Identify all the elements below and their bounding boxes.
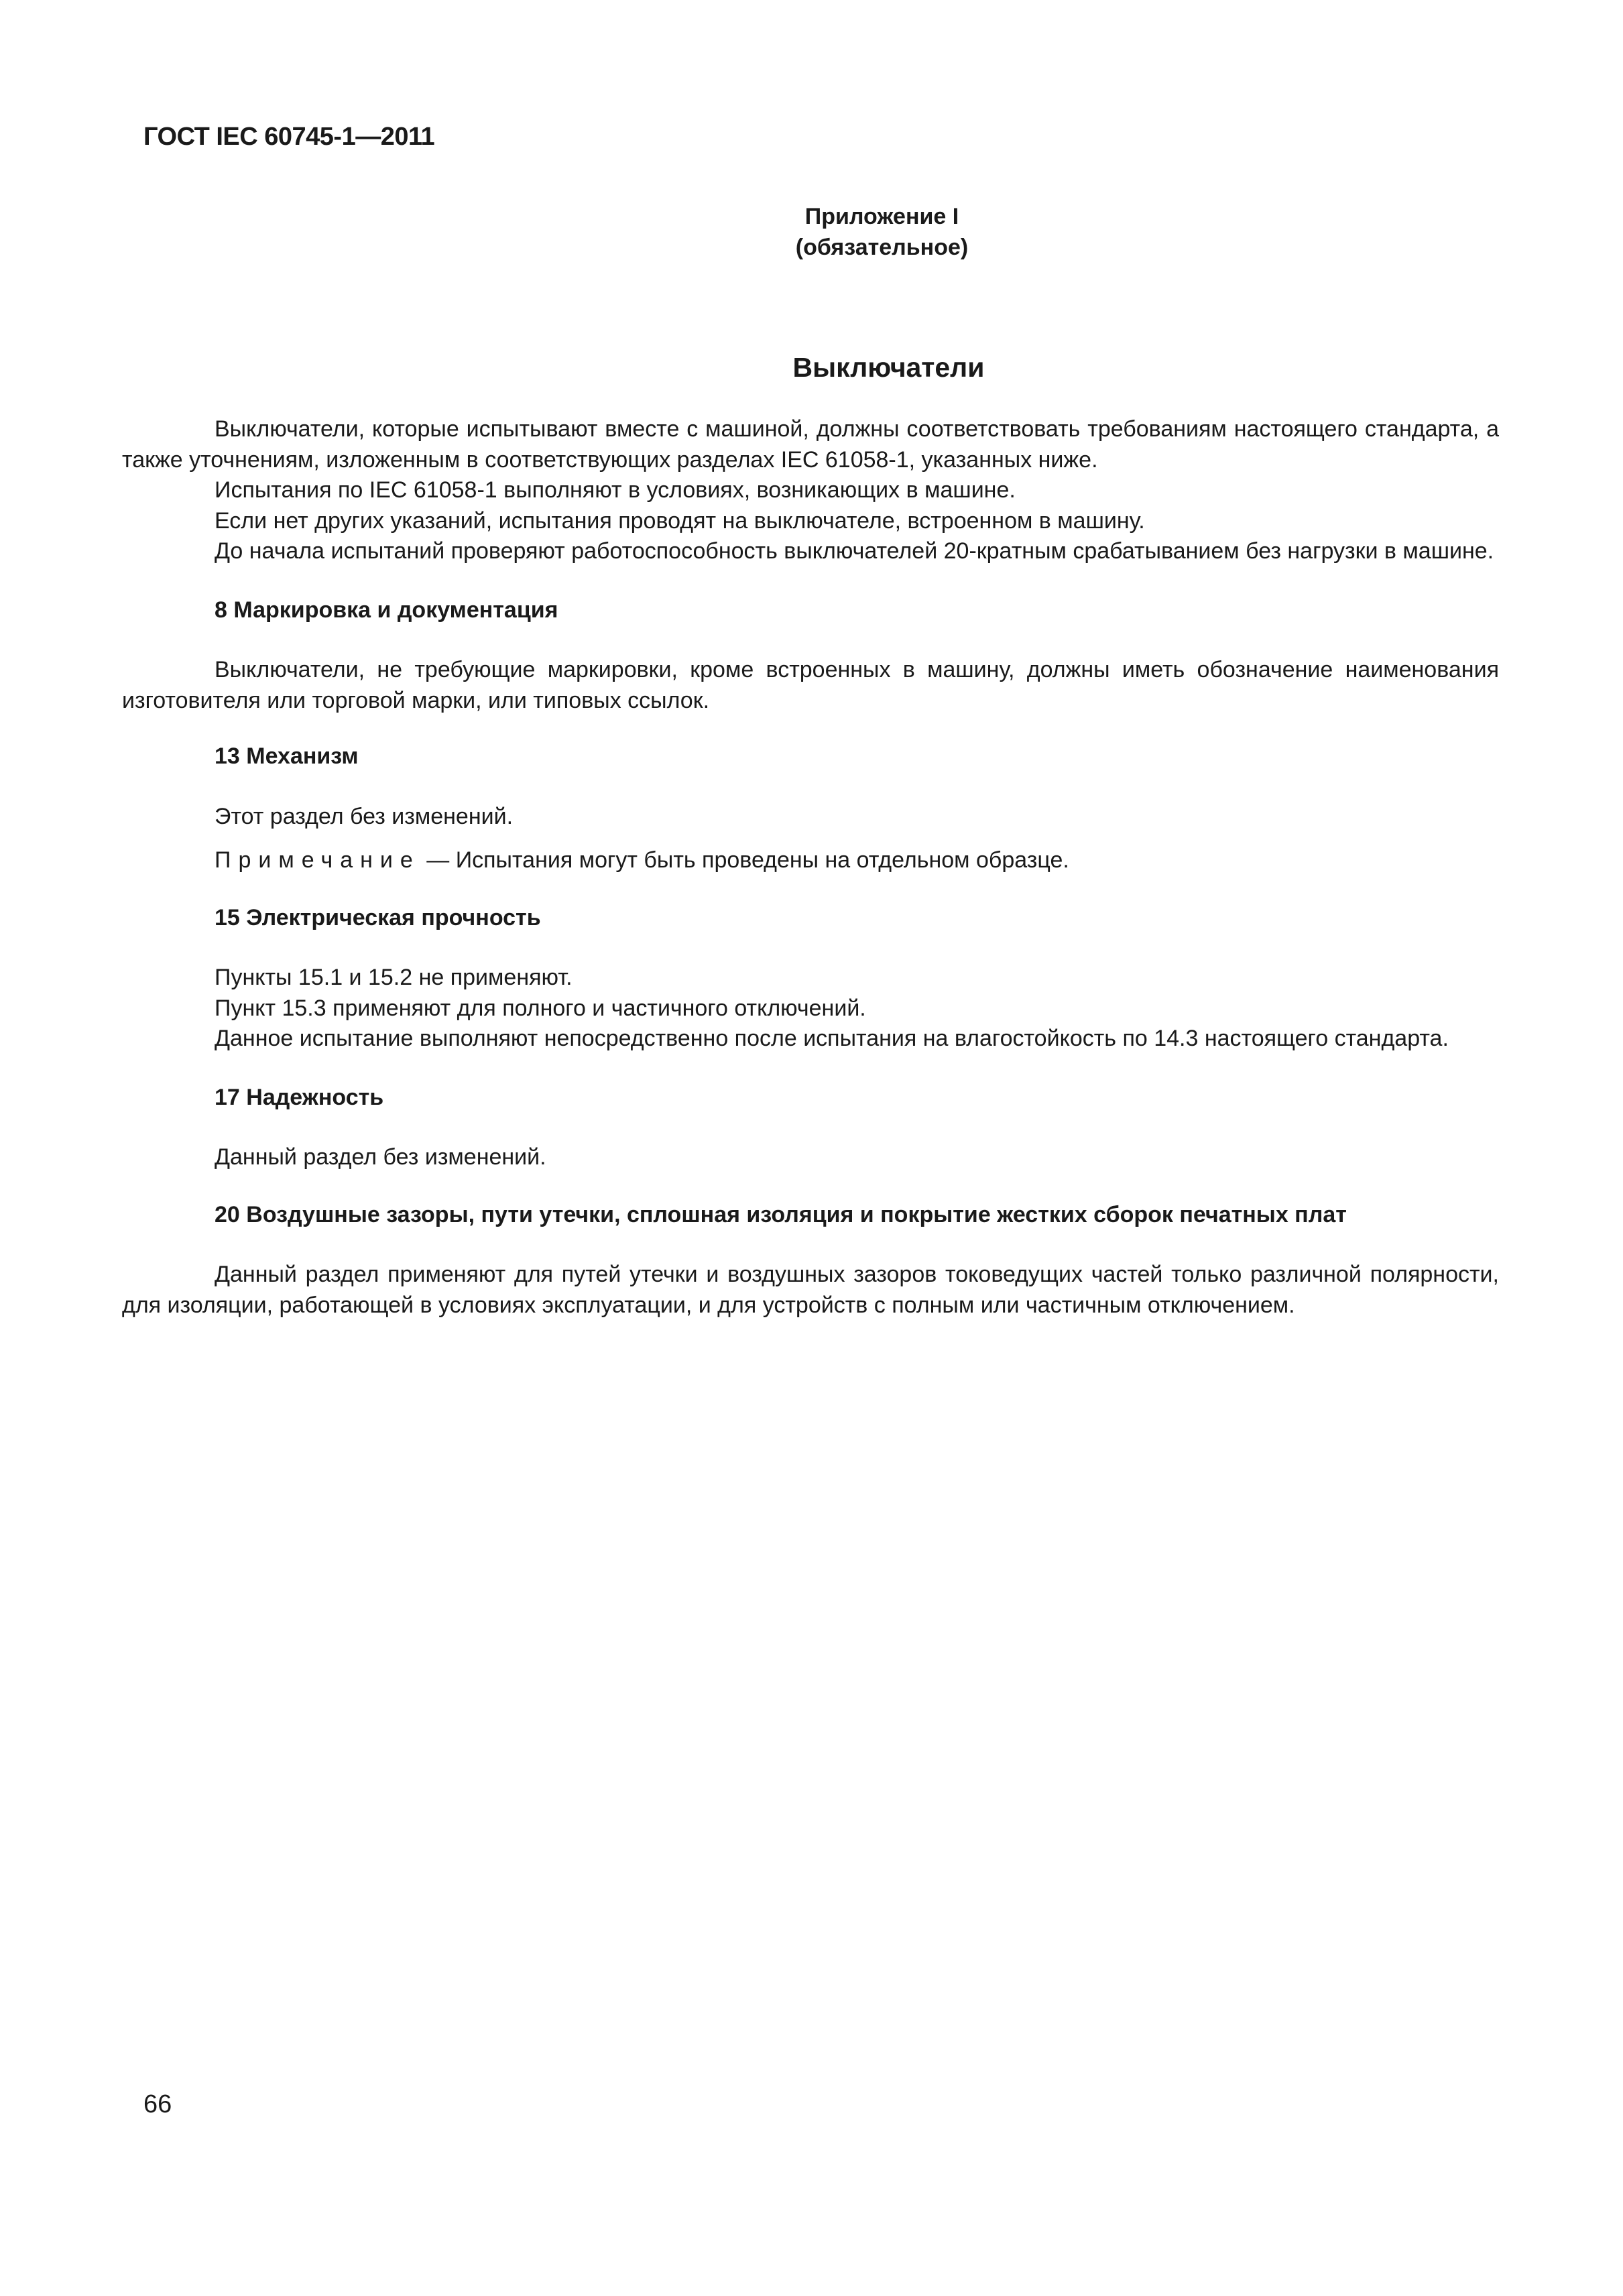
annex-title-text: Выключатели bbox=[792, 352, 985, 383]
section-note bbox=[122, 845, 1499, 876]
intro-paragraph: До начала испытаний проверяют работоспособность выключателей 20-кратным срабатыванием без нагрузки в машине. bbox=[215, 538, 1494, 564]
section-paragraph: Данное испытание выполняют непосредственно после испытания на влагостойкость по 14.3 настоящего стандарта. bbox=[215, 1026, 1449, 1051]
section-paragraph: Пункты 15.1 и 15.2 не применяют. bbox=[215, 965, 573, 990]
standard-designation: ГОСТ IEC 60745-1—2011 bbox=[143, 123, 435, 151]
page-number: 66 bbox=[143, 2090, 172, 2118]
section-paragraph: Данный раздел применяют для путей утечки и воздушных зазоров токоведущих частей только различной полярности, для изоляции, работающей в условиях эксплуатации, и для устройств с полным или частичным отключением. bbox=[122, 1262, 1499, 1318]
intro-paragraph: Испытания по IEC 61058-1 выполняют в условиях, возникающих в машине. bbox=[215, 477, 1016, 503]
intro-paragraph: Выключатели, которые испытывают вместе с машиной, должны соответствовать требованиям настоящего стандарта, а также уточнениям, изложенным в соответствующих разделах IEC 61058-1, указанных ниже. bbox=[122, 416, 1499, 473]
section-heading: 13 Механизм bbox=[215, 743, 359, 769]
annex-label: Приложение I bbox=[804, 204, 959, 229]
document-body bbox=[122, 414, 1499, 1321]
section-paragraph: Этот раздел без изменений. bbox=[215, 803, 514, 829]
section-paragraph: Данный раздел без изменений. bbox=[215, 1144, 546, 1170]
note-text: — Испытания могут быть проведены на отдельном образце. bbox=[420, 847, 1069, 873]
section-paragraph: Пункт 15.3 применяют для полного и частичного отключений. bbox=[215, 995, 866, 1021]
annex-header bbox=[0, 201, 1623, 263]
annex-title bbox=[0, 352, 1623, 383]
note-label: Примечание bbox=[215, 847, 420, 873]
section-heading: 8 Маркировка и документация bbox=[215, 597, 558, 623]
section-heading: 20 Воздушные зазоры, пути утечки, сплошная изоляция и покрытие жестких сборок печатных плат bbox=[215, 1201, 1347, 1227]
intro-paragraph: Если нет других указаний, испытания проводят на выключателе, встроенном в машину. bbox=[215, 507, 1145, 534]
section-heading: 15 Электрическая прочность bbox=[215, 904, 541, 930]
section-paragraph: Выключатели, не требующие маркировки, кроме встроенных в машину, должны иметь обозначение наименования изготовителя или торговой марки, или типовых ссылок. bbox=[122, 657, 1499, 713]
annex-status: (обязательное) bbox=[795, 235, 969, 260]
section-heading: 17 Надежность bbox=[215, 1084, 384, 1110]
